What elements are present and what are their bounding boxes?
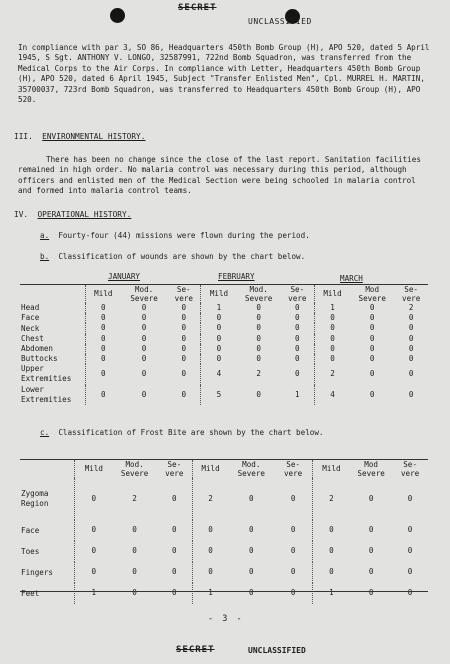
table-cell: 0: [132, 588, 137, 598]
table-cell: 0: [329, 546, 334, 556]
table-cell: 0: [141, 323, 147, 333]
wounds-table: [20, 285, 428, 405]
row-label-text: Head: [21, 303, 40, 313]
corner-cell: [20, 460, 75, 478]
table-cell: 0: [256, 354, 261, 364]
table-cell: 0: [216, 323, 222, 333]
row-label-text: Upper: [21, 364, 44, 374]
table-cell: 0: [408, 313, 414, 323]
table-cell: 0: [329, 525, 334, 535]
table-cell: 0: [208, 525, 213, 535]
section-number: III.: [14, 132, 33, 141]
table-rule: [20, 591, 428, 592]
table-cell: 0: [274, 562, 312, 583]
table-cell: 0: [369, 354, 375, 364]
item-text: Fourty-four (44) missions were flown during the period.: [58, 231, 310, 240]
column-header: Mod. Severe: [120, 460, 149, 478]
table-cell: 0: [216, 333, 222, 343]
row-label: [20, 385, 85, 405]
table-cell: 0: [369, 303, 375, 312]
item-text: Classification of Frost Bite are shown by the chart below.: [58, 428, 324, 437]
item-text: Classification of wounds are shown by the chart below.: [58, 252, 306, 261]
table-cell: 0: [256, 323, 261, 333]
table-cell: 0: [141, 389, 147, 399]
footer-classification-struck: SECRET: [176, 645, 215, 655]
table-row: [20, 520, 428, 541]
column-header: Mild: [322, 463, 341, 473]
table-cell: 1: [91, 588, 97, 598]
column-header: Se- vere: [402, 285, 421, 303]
table-row: [20, 344, 428, 354]
table-cell: 0: [141, 369, 147, 379]
wounds-table-body: [20, 285, 428, 405]
table-cell: 0: [216, 343, 222, 353]
table-cell: 0: [330, 354, 335, 364]
environmental-history-text: There has been no change since the close of the last report. Sanitation facilities remained in high order. No malaria control was necessary during this period, although officers and enlisted men of the Medical Section were being schooled in malaria control and formed into malaria control teams.: [18, 155, 421, 196]
table-cell: 0: [369, 313, 375, 323]
table-cell: 0: [141, 343, 147, 353]
row-label-text: Region: [21, 499, 49, 508]
table-cell: 0: [101, 369, 106, 379]
table-cell: 0: [330, 323, 335, 333]
column-header: Se- vere: [400, 460, 420, 478]
header-classification-struck: SECRET: [178, 3, 217, 13]
table-cell: 0: [369, 369, 375, 379]
row-label-text: Neck: [21, 323, 40, 333]
table-cell: 0: [408, 354, 414, 364]
table-cell: 1: [281, 385, 315, 405]
table-cell: 0: [249, 588, 254, 598]
table-cell: 0: [408, 323, 414, 333]
header-classification: UNCLASSIFIED: [248, 17, 312, 26]
table-cell: 2: [329, 493, 334, 503]
table-cell: 0: [368, 567, 374, 577]
table-cell: 0: [141, 333, 147, 343]
row-label-text: Toes: [21, 546, 40, 556]
section-number: IV.: [14, 210, 29, 219]
table-cell: 0: [281, 313, 315, 323]
column-header: Se- vere: [157, 460, 193, 478]
row-label-text: Extremities: [21, 374, 72, 384]
row-label-text: Extremities: [21, 394, 72, 404]
table-cell: 0: [408, 333, 414, 343]
table-cell: 2: [408, 303, 414, 312]
table-cell: 0: [256, 343, 261, 353]
table-cell: 0: [368, 493, 374, 503]
table-cell: 0: [101, 313, 106, 323]
table-row: [20, 541, 428, 562]
table-cell: 0: [369, 333, 375, 343]
item-letter: b.: [40, 252, 50, 261]
table-cell: 0: [281, 364, 315, 384]
table-cell: 0: [167, 323, 201, 333]
table-row: [20, 323, 428, 333]
table-cell: 0: [281, 334, 315, 344]
table-cell: 0: [407, 525, 413, 535]
table-cell: 1: [208, 588, 213, 598]
table-cell: 0: [167, 344, 201, 354]
table-cell: 2: [256, 369, 261, 379]
table-cell: 0: [167, 385, 201, 405]
table-row: [20, 562, 428, 583]
table-cell: 0: [249, 525, 254, 535]
column-header: Mod. Severe: [237, 460, 266, 478]
table-cell: 0: [91, 546, 97, 556]
table-cell: 0: [407, 493, 413, 503]
row-label: [20, 344, 85, 354]
table-cell: 1: [329, 588, 334, 598]
table-cell: 0: [407, 588, 413, 598]
table-cell: 0: [329, 567, 334, 577]
frostbite-table-body: [20, 460, 428, 604]
table-cell: 0: [274, 583, 312, 604]
column-header: Mild: [84, 463, 103, 473]
table-cell: 0: [407, 567, 413, 577]
table-cell: 0: [274, 541, 312, 562]
row-label-text: Face: [21, 313, 40, 323]
column-header: Mod Severe: [358, 285, 386, 303]
row-label-text: Face: [21, 525, 40, 535]
table-cell: 0: [141, 313, 147, 323]
table-cell: 0: [208, 546, 213, 556]
column-header: Mod. Severe: [244, 285, 273, 303]
table-row: [20, 478, 428, 520]
table-row: [20, 354, 428, 364]
table-cell: 0: [256, 389, 261, 399]
table-cell: 0: [256, 313, 261, 323]
section-iv-heading: [14, 210, 131, 219]
table-cell: 0: [281, 323, 315, 333]
table-cell: 0: [249, 567, 254, 577]
row-label: [20, 583, 75, 604]
table-cell: 0: [157, 478, 193, 520]
table-cell: 0: [408, 343, 414, 353]
table-cell: 2: [330, 369, 335, 379]
row-label: [20, 313, 85, 323]
row-label-text: Lower: [21, 384, 44, 394]
table-cell: 0: [141, 303, 147, 312]
punch-hole: [110, 8, 125, 23]
column-header: Mod. Severe: [130, 285, 158, 303]
table-cell: 0: [157, 520, 193, 541]
footer-classification: UNCLASSIFIED: [248, 646, 306, 655]
table-cell: 0: [132, 525, 137, 535]
table-cell: 0: [369, 389, 375, 399]
table-cell: 2: [208, 493, 213, 503]
table-cell: 2: [132, 493, 137, 503]
column-header: Se- vere: [281, 285, 315, 303]
table-cell: 0: [101, 333, 106, 343]
table-cell: 0: [101, 354, 106, 364]
item-a: [40, 231, 310, 241]
row-label: [20, 520, 75, 541]
row-label: [20, 562, 75, 583]
corner-cell: [20, 285, 85, 303]
table-cell: 0: [167, 313, 201, 323]
table-cell: 0: [330, 313, 335, 323]
page-number: - 3 -: [208, 614, 244, 624]
table-cell: 0: [141, 354, 147, 364]
row-label: [20, 354, 85, 364]
row-label: [20, 364, 85, 384]
row-label-text: Chest: [21, 333, 44, 343]
row-label: [20, 541, 75, 562]
column-header: Mild: [201, 463, 220, 473]
row-label: [20, 334, 85, 344]
row-label-text: Fingers: [21, 567, 54, 577]
row-label: [20, 478, 75, 520]
item-letter: c.: [40, 428, 50, 437]
table-cell: 4: [216, 369, 222, 379]
table-row: [20, 385, 428, 405]
item-letter: a.: [40, 231, 50, 240]
table-row: [20, 364, 428, 384]
table-cell: 0: [91, 567, 97, 577]
table-cell: 0: [101, 323, 106, 333]
paragraph-transfers: In compliance with par 3, SO 86, Headquarters 450th Bomb Group (H), APO 520, dated 5 April 1945, S Sgt. ANTHONY V. LONGO, 32587991, 722nd Bomb Squadron, was transferred from the Medical Corps to the Air Corps. In compliance with Letter, Headquarters 450th Bomb Group (H), APO 520, dated 6 April 1945, Subject "Transfer Enlisted Men", Cpl. MURREL H. MARTIN, 35700037, 723rd Bomb Squadron, was transferred to Headquarters 450th Bomb Group (H), APO 520.: [18, 43, 430, 105]
table-cell: 0: [368, 525, 374, 535]
table-row: [20, 583, 428, 604]
table-cell: 0: [101, 303, 106, 312]
frostbite-table: [20, 460, 428, 604]
column-header: Mild: [94, 288, 113, 298]
table-cell: 0: [132, 546, 137, 556]
table-cell: 0: [274, 520, 312, 541]
table-cell: 0: [167, 303, 201, 313]
table-row: [20, 334, 428, 344]
row-label: [20, 323, 85, 333]
table-cell: 0: [407, 546, 413, 556]
table-cell: 0: [281, 303, 315, 313]
table-cell: 0: [369, 343, 375, 353]
month-january: JANUARY: [108, 272, 141, 281]
table-cell: 0: [408, 369, 414, 379]
row-label: [20, 303, 85, 313]
table-cell: 0: [216, 313, 222, 323]
table-row: [20, 313, 428, 323]
table-cell: 0: [369, 323, 375, 333]
table-cell: 0: [91, 493, 97, 503]
table-cell: 0: [274, 478, 312, 520]
table-cell: 0: [157, 541, 193, 562]
section-title: ENVIRONMENTAL HISTORY.: [42, 132, 146, 141]
table-cell: 1: [216, 303, 222, 312]
section-iii-heading: [14, 132, 145, 141]
month-march: MARCH: [340, 274, 363, 283]
frostbite-column-headers: [20, 460, 428, 478]
table-cell: 0: [249, 493, 254, 503]
table-cell: 0: [167, 354, 201, 364]
row-label-text: Feet: [21, 588, 40, 598]
table-cell: 0: [256, 333, 261, 343]
column-header: Mild: [209, 288, 229, 298]
table-cell: 0: [167, 364, 201, 384]
table-cell: 0: [256, 303, 261, 312]
table-cell: 0: [249, 546, 254, 556]
column-header: Mild: [323, 288, 342, 298]
table-cell: 5: [216, 389, 222, 399]
table-cell: 0: [132, 567, 137, 577]
table-cell: 0: [368, 546, 374, 556]
table-cell: 0: [281, 354, 315, 364]
table-cell: 0: [216, 354, 222, 364]
table-cell: 0: [157, 583, 193, 604]
table-cell: 0: [368, 588, 374, 598]
table-cell: 0: [408, 389, 414, 399]
item-c: [40, 428, 323, 438]
table-cell: 0: [281, 344, 315, 354]
table-cell: 0: [330, 343, 335, 353]
table-cell: 4: [330, 389, 335, 399]
table-cell: 1: [330, 303, 335, 312]
table-row: [20, 303, 428, 313]
row-label-text: Zygoma: [21, 489, 49, 498]
table-cell: 0: [167, 334, 201, 344]
column-header: Se- vere: [167, 285, 201, 303]
wounds-column-headers: [20, 285, 428, 303]
item-b: [40, 252, 305, 262]
table-cell: 0: [157, 562, 193, 583]
section-title: OPERATIONAL HISTORY.: [37, 210, 132, 219]
row-label-text: Abdomen: [21, 343, 54, 353]
table-cell: 0: [101, 343, 106, 353]
column-header: Se- vere: [274, 460, 312, 478]
row-label-text: Buttocks: [21, 354, 58, 364]
table-cell: 0: [208, 567, 213, 577]
column-header: Mod Severe: [357, 460, 385, 478]
month-february: FEBRUARY: [218, 272, 255, 281]
table-cell: 0: [91, 525, 97, 535]
table-cell: 0: [101, 389, 106, 399]
table-cell: 0: [330, 333, 335, 343]
